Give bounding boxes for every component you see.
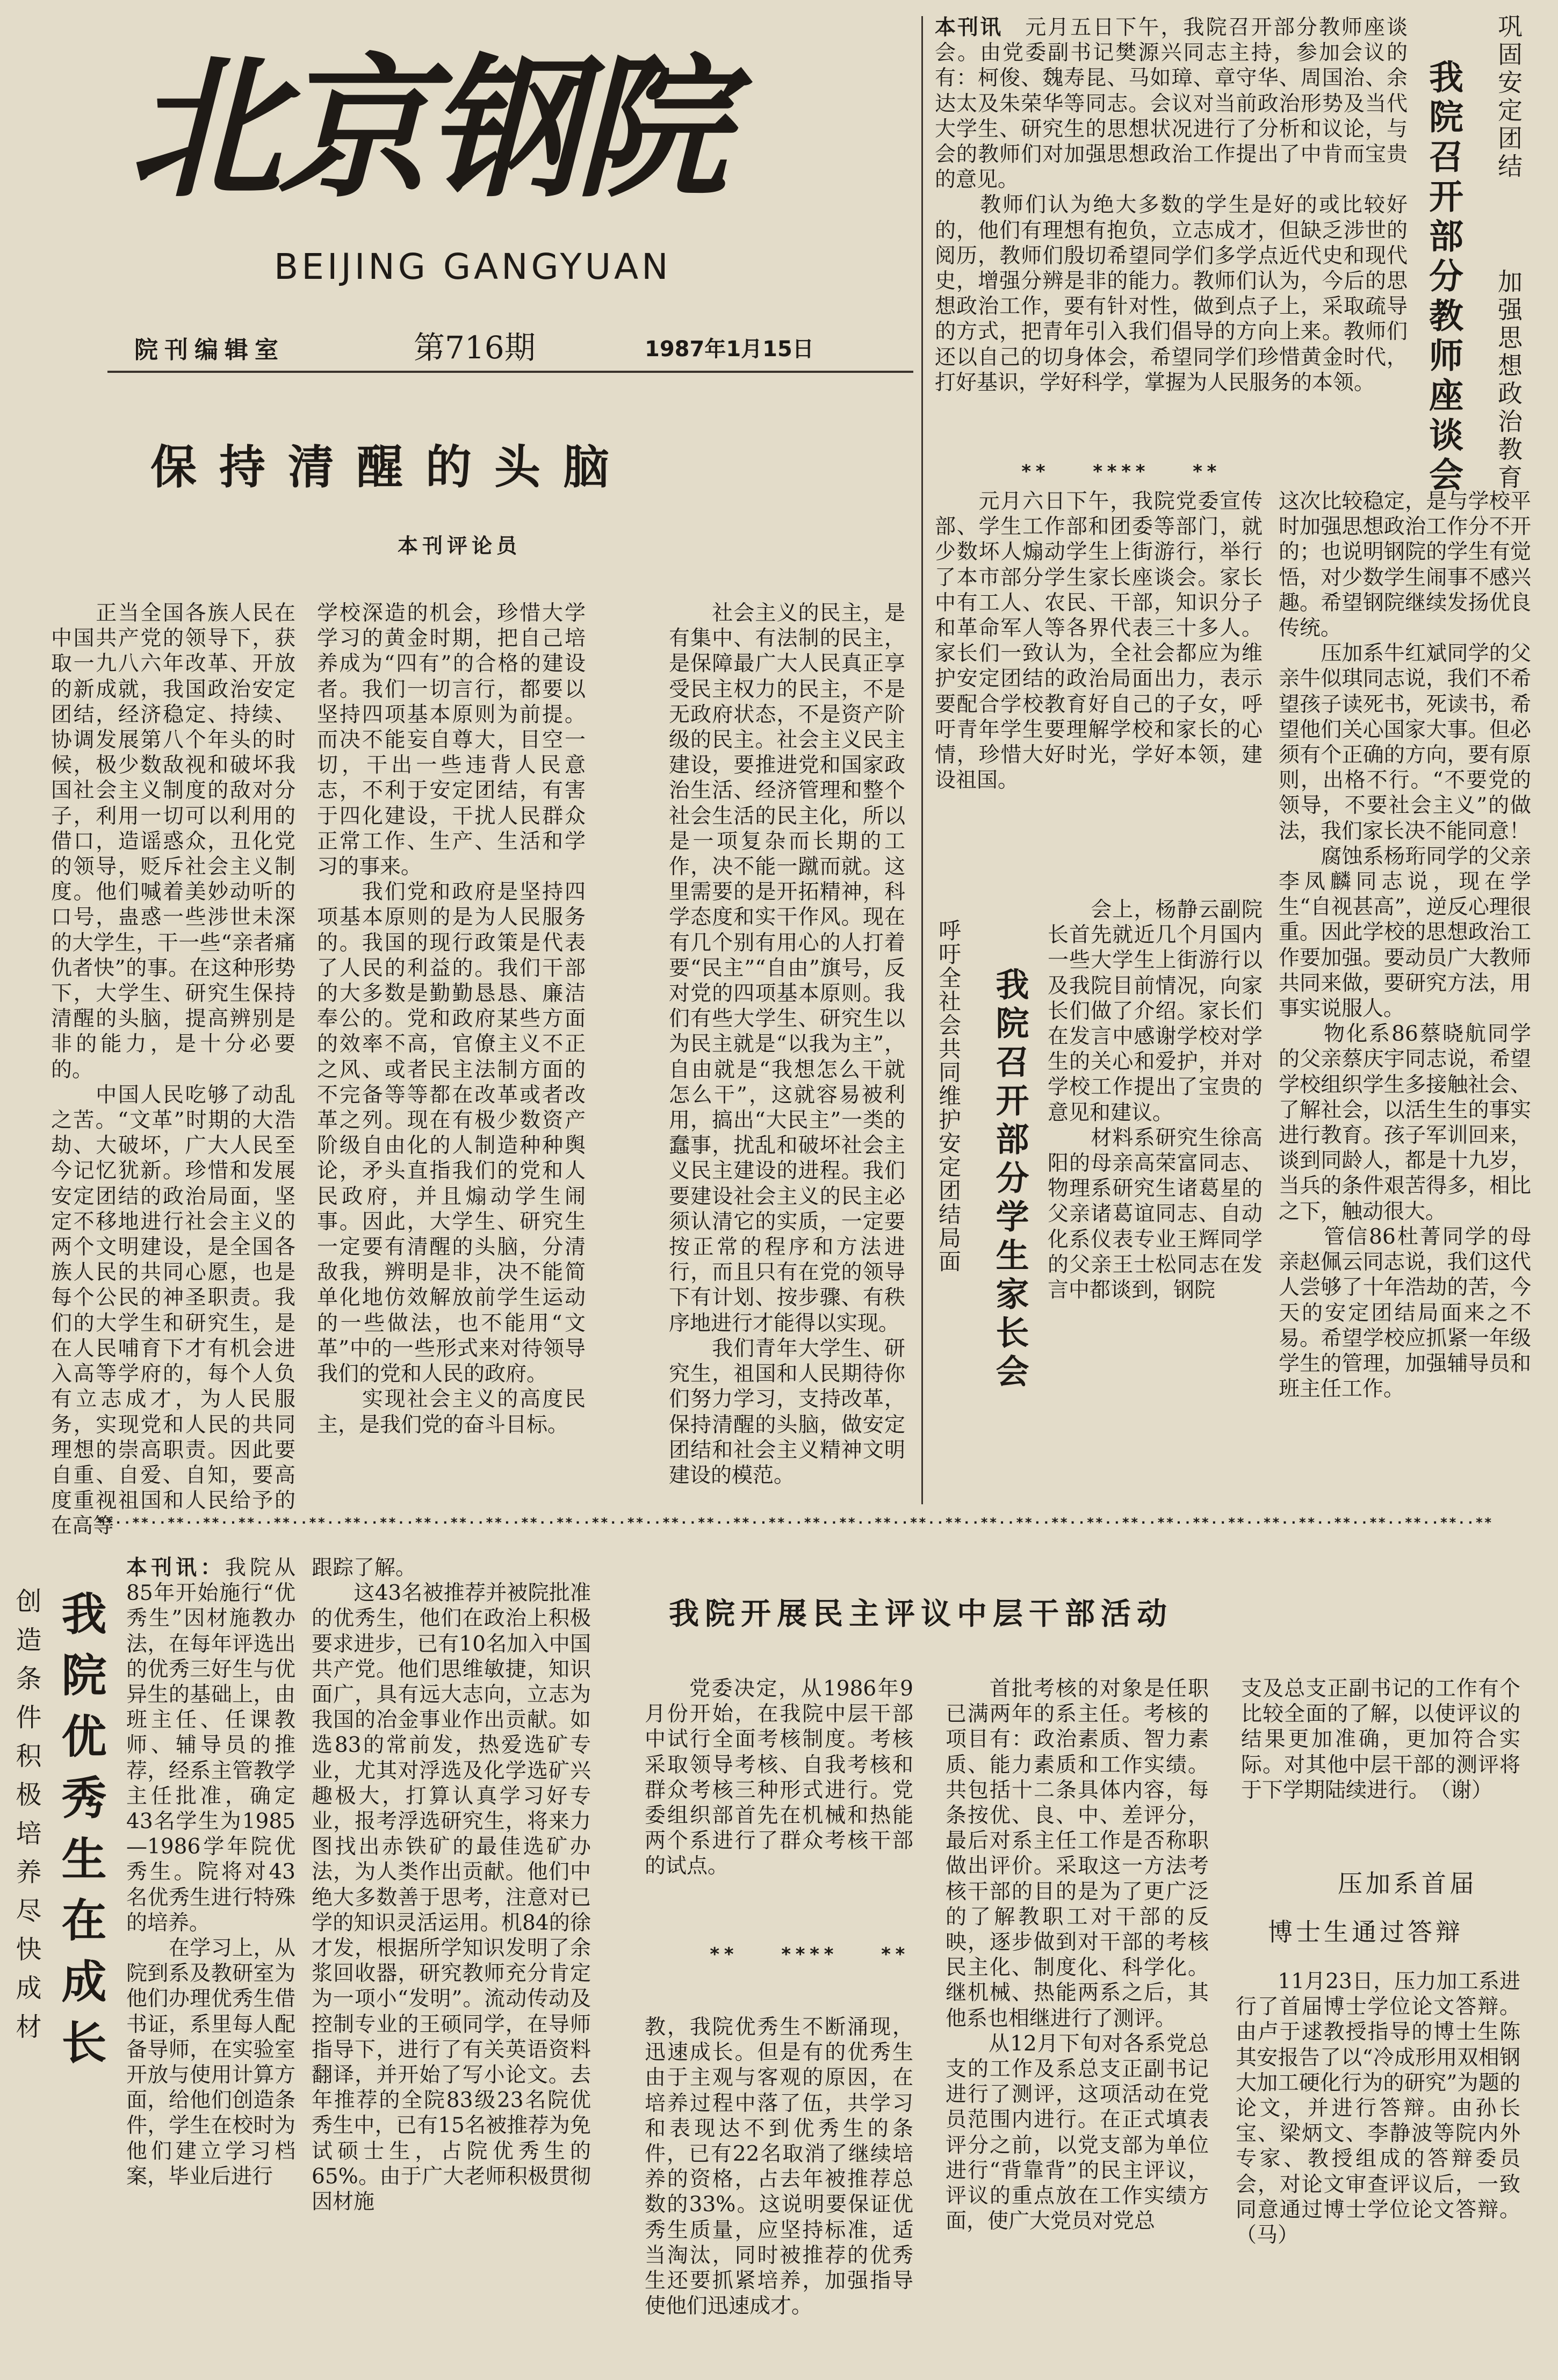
cadre-review-column-1: 党委决定，从1986年9月份开始，在我院中层干部中试行全面考核制度。考核采取领导考核、自我考核和群众考核三种形式进行。党委组织部首先在机械和热能两个系进行了群众考核干部的试点。 <box>645 1677 913 1879</box>
editorial-column-2: 学校深造的机会，珍惜大学学习的黄金时期，把自己培养成为“四有”的合格的建设者。我们一切言行，都要以坚持四项基本原则为前提。而决不能妄自尊大，目空一切，干出一些违背人民意志，不利于安定团结，有害于四化建设，干扰人民群众正常工作、生产、生活和学习的事来。 我们党和政府是坚持四项基本原则的是为人民服务的。我国的现行政策是代表了人民的利益的。我们干部的大多数是勤勤恳恳、廉洁奉公的。党和政府某些方面的效率不高，官僚主义不正之风、或者民主法制方面的不完备等等都在改革或者改革之列。现在有极少数资产阶级自由化的人制造种种舆论，矛头直指我们的党和人民政府，并且煽动学生闹事。因此，大学生、研究生一定要有清醒的头脑，分清敌我，辨明是非，决不能简单化地仿效解放前学生运动的一些做法，也不能用“文革”中的一些形式来对待领导我们的党和人民的政府。 实现社会主义的高度民主，是我们党的奋斗目标。 <box>317 601 586 1437</box>
editorial-headline: 保持清醒的头脑 <box>150 441 632 494</box>
parents-forum-column-1: 元月六日下午，我院党委宣传部、学生工作部和团委等部门，就少数坏人煽动学生上街游行，举行了本市部分学生家长座谈会。家长中有工人、农民、干部，知识分子和革命军人等各界代表三十多人。家长们一致认为，全社会都应为维护安定团结的政治局面出力，表示要配合学校教育好自己的子女，呼吁青年学生要理解学校和家长的心情，珍惜大好时光，学好本领，建设祖国。 <box>935 489 1263 793</box>
editorial-byline: 本刊评论员 <box>398 534 522 558</box>
parents-forum-title: 我院召开部分学生家长会 <box>990 967 1029 1393</box>
editorial-column-1: 正当全国各族人民在中国共产党的领导下，获取一九八六年改革、开放的新成就，我国政治安定团结，经济稳定、持续、协调发展第八个年头的时候，极少数敌视和破坏我国社会主义制度的敌对分子，利用一切可以利用的借口，造谣惑众，丑化党的领导，贬斥社会主义制度。他们喊着美妙动听的口号，蛊惑一些涉世未深的大学生，干一些“亲者痛仇者快”的事。在这种形势下，大学生、研究生保持清醒的头脑，提高辨别是非的能力，是十分必要的。 中国人民吃够了动乱之苦。“文革”时期的大浩劫、大破坏，广大人民至今记忆犹新。珍惜和发展安定团结的政治局面，坚定不移地进行社会主义的两个文明建设，是全国各族人民的共同心愿，也是每个公民的神圣职责。我们的大学生和研究生，是在人民哺育下才有机会进入高等学府的，每个人负有立志成才，为人民服务，实现党和人民的共同理想的崇高职责。因此要自重、自爱、自知，要高度重视祖国和人民给予的在高等 <box>51 601 295 1539</box>
excellent-students-column-2: 跟踪了解。 这43名被推荐并被院批准的优秀生，他们在政治上积极要求进步，已有10名加入中国共产党。他们思维敏捷，知识面广，具有远大志向，立志为我国的冶金事业作出贡献。如选83的常前发，热爱选矿专业，尤其对浮选及化学选矿兴趣极大，打算认真学习好专业，报考浮选研究生，将来力图找出赤铁矿的最佳选矿办法，为人类作出贡献。他们中绝大多数善于思考，注意对已学的知识灵活运用。机84的徐才发，根据所学知识发明了余浆回收器，研究教师充分肯定为一项小“发明”。流动传动及控制专业的王硕同学，在导师指导下，进行了有关英语资料翻译，并开始了写小论文。去年推荐的全院83级23名院优秀生中，已有15名被推荐为免试硕士生，占院优秀生的65%。由于广大老师积极贯彻因材施 <box>312 1556 591 2215</box>
publisher-label: 院刊编辑室 <box>134 336 285 364</box>
doctoral-title-line-1: 压加系首届 <box>1338 1869 1477 1898</box>
masthead-title: 北京钢院 <box>129 39 724 219</box>
teacher-forum-subtitle-1: 巩固安定团结 <box>1494 13 1523 181</box>
excellent-students-column-1 <box>126 1555 295 2307</box>
teacher-forum-lead: 本刊讯 <box>935 16 1003 40</box>
teacher-forum-title: 我院召开部分教师座谈会 <box>1423 59 1463 496</box>
excellent-students-lead: 本刊讯： <box>126 1556 225 1580</box>
teacher-forum-body: 元月五日下午，我院召开部分教师座谈会。由党委副书记樊源兴同志主持，参加会议的有：柯俊、魏寿昆、马如璋、章守华、周国治、余达太及朱荣华等同志。会议对当前政治形势及当代大学生、研究生的思想状况进行了分析和议论，与会的教师们对加强思想政治工作提出了中肯而宝贵的意见。 教师们认为绝大多数的学生是好的或比较好的，他们有理想有抱负，立志成才，但缺乏涉世的阅历，教师们殷切希望同学们多学点近代史和现代史，增强分辨是非的能力。教师们认为，今后的思想政治工作，要有针对性，做到点子上，采取疏导的方式，把青年引入我们倡导的方向上来。教师们还以自己的切身体会，希望同学们珍惜黄金时代，打好基识，学好科学，掌握为人民服务的本领。 <box>935 16 1408 395</box>
excellent-students-column-3: 教，我院优秀生不断涌现，迅速成长。但是有的优秀生由于主观与客观的原因，在培养过程中落了伍，共学习和表现达不到优秀生的条件，已有22名取消了继续培养的资格，占去年被推荐总数的33%。这说明要保证优秀生质量，应坚持标准，适当淘汰，同时被推荐的优秀生还要抓紧培养，加强指导使他们迅速成才。 <box>645 2015 913 2319</box>
excellent-students-body-1: 我院从85年开始施行“优秀生”因材施教办法，在每年评选出的优秀三好生与优异生的基础上，由班主任、任课教师、辅导员的推荐，经系主管教学主任批准，确定43名学生为1985—1986学年院优秀生。院将对43名优秀生进行特殊的培养。 在学习上，从院到系及教研室为他们办理优秀生借书证，系里每人配备导师，在实验室开放与使用计算方面，给他们创造条件，学生在校时为他们建立学习档案，毕业后进行 <box>126 1556 295 2189</box>
doctoral-text: 11月23日，压力加工系进行了首届博士学位论文答辩。由卢于逑教授指导的博士生陈其安报告了以“冷成形用双相钢大加工硬化行为的研究”为题的论文，并进行答辩。由孙长宝、梁炳文、李静波等院内外专家、教授组成的答辩委员会，对论文审查评议后，一致同意通过博士学位论文答辩。（马） <box>1236 1970 1520 2248</box>
column-rule-vertical <box>921 16 923 1504</box>
parents-forum-column-3: 这次比较稳定，是与学校平时加强思想政治工作分不开的；也说明钢院的学生有觉悟，对少数学生闹事不感兴趣。希望钢院继续发扬优良传统。 压加系牛红斌同学的父亲牛似琪同志说，我们不希望孩子读死书，死读书，希望他们关心国家大事。但必须有个正确的方向，要有原则，出格不行。“不要党的领导，不要社会主义”的做法，我们家长决不能同意！ 腐蚀系杨珩同学的父亲李凤麟同志说，现在学生“自视甚高”，逆反心理很重。因此学校的思想政治工作要加强。要动员广大教师共同来做，要研究方法，用事实说服人。 物化系86蔡晓航同学的父亲蔡庆宇同志说，希望学校组织学生多接触社会、了解社会，以活生生的事实进行教育。孩子军训回来，谈到同龄人，都是十九岁，当兵的条件艰苦得多，相比之下，触动很大。 管信86杜菁同学的母亲赵佩云同志说，我们这代人尝够了十年浩劫的苦，今天的安定团结局面来之不易。希望学校应抓紧一年级学生的管理，加强辅导员和班主任工作。 <box>1279 489 1531 1402</box>
masthead-rule <box>107 371 913 373</box>
masthead-romanized: BEIJING GANGYUAN <box>274 246 672 287</box>
editorial-column-3: 社会主义的民主，是有集中、有法制的民主，是保障最广大人民真正享受民主权力的民主，不是无政府状态，不是资产阶级的民主。社会主义民主建设，要推进党和国家政治生活、经济管理和整个社会生活的民主化，所以是一项复杂而长期的工作，决不能一蹴而就。这里需要的是开拓精神，科学态度和实干作风。现在有几个别有用心的人打着要“民主”“自由”旗号，反对党的四项基本原则。我们有些大学生、研究生以为民主就是“以我为主”，自由就是“我想怎么干就怎么干”，这就容易被利用，搞出“大民主”一类的蠢事，扰乱和破坏社会主义民主建设的进程。我们要建设社会主义的民主必须认清它的实质，一定要按正常的程序和方法进行，而且只有在党的领导下有计划、按步骤、有秩序地进行才能得以实现。 我们青年大学生、研究生，祖国和人民期待你们努力学习，支持改革，保持清醒的头脑，做安定团结和社会主义精神文明建设的模范。 <box>669 601 905 1488</box>
teacher-forum-subtitle-2: 加强思想政治教育 <box>1494 269 1523 492</box>
cadre-review-separator: ** **** ** <box>709 1944 909 1965</box>
cadre-review-column-3: 支及总支正副书记的工作有个比较全面的了解，以使评议的结果更加准确，更加符合实际。对其他中层干部的测评将于下学期陆续进行。 （谢） <box>1241 1677 1520 1802</box>
issue-date: 1987年1月15日 <box>645 337 814 362</box>
excellent-students-title: 我院优秀生在成长 <box>54 1590 107 2080</box>
doctoral-title-line-2: 博士生通过答辩 <box>1268 1917 1463 1946</box>
cadre-review-headline: 我院开展民主评议中层干部活动 <box>669 1597 1173 1632</box>
teacher-forum-text <box>935 15 1408 439</box>
teacher-forum-separator: ** **** ** <box>1021 461 1221 482</box>
excellent-students-subtitle: 创造条件积极培养尽快成材 <box>11 1588 41 2052</box>
section-divider: **··**··**··**··**··**··**··**··**··**··**··**··**··**··**··**··**··**··**··**··**··**··**··**··**··**··**··**··**··**··**··**··**··**··**··**··**··**··**··** <box>97 1515 1493 1530</box>
parents-forum-column-2: 会上，杨静云副院长首先就近几个月国内一些大学生上街游行以及我院目前情况，向家长们做了介绍。家长们在发言中感谢学校对学生的关心和爱护，并对学校工作提出了宝贵的意见和建议。 材料系研究生徐高阳的母亲高荣富同志、物理系研究生诸葛星的父亲诸葛谊同志、自动化系仪表专业王辉同学的父亲王士松同志在发言中都谈到，钢院 <box>1048 898 1263 1303</box>
cadre-review-column-2: 首批考核的对象是任职已满两年的系主任。考核的项目有：政治素质、智力素质、能力素质和工作实绩。共包括十二条具体内容，每条按优、良、中、差评分，最后对系主任工作是否称职做出评价。采取这一方法考核干部的目的是为了更广泛的了解教职工对干部的反映，逐步做到对干部的考核民主化、制度化、科学化。继机械、热能两系之后，其他系也相继进行了测评。 从12月下旬对各系党总支的工作及系总支正副书记进行了测评，这项活动在党员范围内进行。在正式填表评分之前，以党支部为单位进行“背靠背”的民主评议，评议的重点放在工作实绩方面，使广大党员对党总 <box>946 1677 1209 2234</box>
issue-number: 第716期 <box>414 329 536 366</box>
parents-forum-subtitle: 呼吁全社会共同维护安定团结局面 <box>935 919 962 1273</box>
